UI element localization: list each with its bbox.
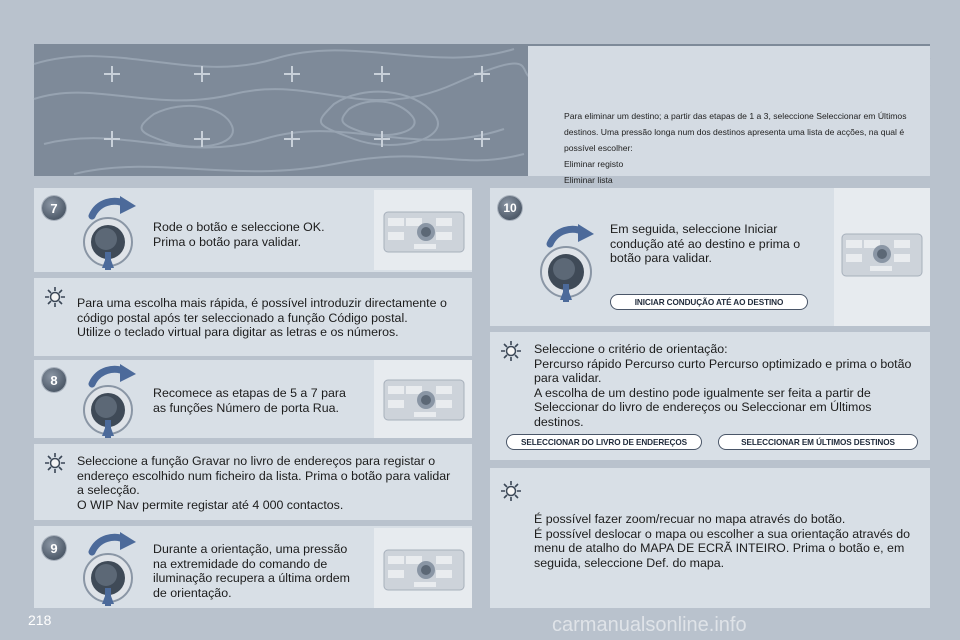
tip-line: destinos. bbox=[534, 414, 584, 429]
tip-line: É possível fazer zoom/recuar no mapa através do botão. bbox=[534, 512, 846, 526]
tip-text bbox=[77, 296, 447, 340]
step-line: Recomece as etapas de 5 a 7 para bbox=[153, 386, 346, 400]
step-badge: 10 bbox=[498, 196, 522, 220]
radio-panel-image bbox=[834, 188, 930, 326]
banner-line: possível escolher: bbox=[564, 143, 633, 153]
tip-line: Para uma escolha mais rápida, é possível introduzir directamente o bbox=[77, 296, 447, 310]
tip-line: Seleccione o critério de orientação: bbox=[534, 342, 728, 356]
rotary-knob-icon bbox=[78, 362, 138, 438]
tip-line: menu de atalho do MAPA DE ECRÃ INTEIRO. Prima o botão e, em bbox=[534, 541, 905, 555]
banner-line: Eliminar registo bbox=[564, 159, 624, 169]
rotary-knob-icon bbox=[78, 530, 138, 606]
step-8-text bbox=[153, 386, 346, 415]
watermark: carmanualsonline.info bbox=[552, 614, 747, 636]
tip-sun-icon bbox=[44, 286, 66, 308]
tip-line: Utilize o teclado virtual para digitar as letras e os números. bbox=[77, 325, 399, 339]
radio-panel-image bbox=[374, 360, 472, 438]
step-line: as funções Número de porta Rua. bbox=[153, 400, 339, 415]
radio-buttons-icon bbox=[374, 360, 472, 438]
tip-map-zoom-panel bbox=[490, 468, 930, 608]
tip-route-criteria-panel bbox=[490, 332, 930, 460]
tip-sun-icon bbox=[44, 452, 66, 474]
banner-line: destinos. Uma pressão longa num dos destinos apresenta uma lista de acções, na qual é bbox=[564, 127, 905, 137]
radio-buttons-icon bbox=[374, 528, 472, 608]
banner-line: Eliminar lista bbox=[564, 175, 613, 185]
tip-text bbox=[77, 454, 450, 512]
radio-buttons-icon bbox=[374, 190, 472, 270]
step-line: Prima o botão para validar. bbox=[153, 234, 302, 249]
step-line: na extremidade do comando de bbox=[153, 556, 328, 571]
tip-line: A escolha de um destino pode igualmente ser feita a partir de bbox=[534, 385, 871, 400]
tip-line: para validar. bbox=[534, 371, 602, 385]
select-last-destinations-button[interactable]: SELECCIONAR EM ÚLTIMOS DESTINOS bbox=[718, 434, 918, 450]
select-address-book-button[interactable]: SELECCIONAR DO LIVRO DE ENDEREÇOS bbox=[506, 434, 702, 450]
tip-sun-icon bbox=[500, 480, 522, 502]
tip-line: O WIP Nav permite registar até 4 000 contactos. bbox=[77, 497, 344, 512]
step-badge: 8 bbox=[42, 368, 66, 392]
tip-text bbox=[534, 342, 911, 429]
step-9-text bbox=[153, 542, 350, 600]
tip-line: seguida, seleccione Def. do mapa. bbox=[534, 555, 725, 570]
step-line: Rode o botão e seleccione OK. bbox=[153, 220, 325, 234]
step-line: condução até ao destino e prima o bbox=[610, 236, 801, 251]
step-line: iluminação recupera a última ordem bbox=[153, 571, 350, 585]
step-line: Durante a orientação, uma pressão bbox=[153, 542, 348, 556]
tip-postal-code-panel bbox=[34, 278, 472, 356]
step-badge: 7 bbox=[42, 196, 66, 220]
step-9-panel bbox=[34, 526, 472, 608]
delete-destination-note bbox=[528, 46, 930, 185]
radio-buttons-icon bbox=[834, 188, 930, 326]
step-line: de orientação. bbox=[153, 585, 232, 600]
tip-line: Percurso rápido Percurso curto Percurso optimizado e prima o botão bbox=[534, 356, 912, 371]
rotary-knob-icon bbox=[78, 194, 138, 270]
banner-line: Para eliminar um destino; a partir das etapas de 1 a 3, seleccione Seleccionar em Últimos bbox=[564, 111, 907, 121]
step-badge: 9 bbox=[42, 536, 66, 560]
tip-sun-icon bbox=[500, 340, 522, 362]
tip-line: endereço escolhido num ficheiro da lista. Prima o botão para validar bbox=[77, 468, 451, 483]
start-guidance-button[interactable]: INICIAR CONDUÇÃO ATÉ AO DESTINO bbox=[610, 294, 808, 310]
tip-text bbox=[534, 512, 910, 570]
tip-line: É possível deslocar o mapa ou escolher a sua orientação através do bbox=[534, 526, 911, 541]
step-line: Em seguida, seleccione Iniciar bbox=[610, 222, 778, 236]
tip-line: código postal após ter seleccionado a função Código postal. bbox=[77, 310, 408, 325]
step-10-panel bbox=[490, 188, 930, 326]
header-banner bbox=[34, 44, 930, 185]
rotary-knob-icon bbox=[536, 222, 596, 302]
step-line: botão para validar. bbox=[610, 251, 712, 265]
radio-panel-image bbox=[374, 190, 472, 270]
step-8-panel bbox=[34, 360, 472, 438]
step-7-text bbox=[153, 220, 325, 249]
tip-line: Seleccione a função Gravar no livro de endereços para registar o bbox=[77, 454, 436, 468]
tip-line: Seleccionar do livro de endereços ou Seleccionar em Últimos bbox=[534, 400, 872, 414]
tip-address-book-panel bbox=[34, 444, 472, 520]
radio-panel-image bbox=[374, 528, 472, 608]
step-7-panel bbox=[34, 188, 472, 272]
tip-line: a selecção. bbox=[77, 483, 140, 497]
page-number: 218 bbox=[28, 612, 52, 628]
step-10-text bbox=[610, 222, 800, 266]
